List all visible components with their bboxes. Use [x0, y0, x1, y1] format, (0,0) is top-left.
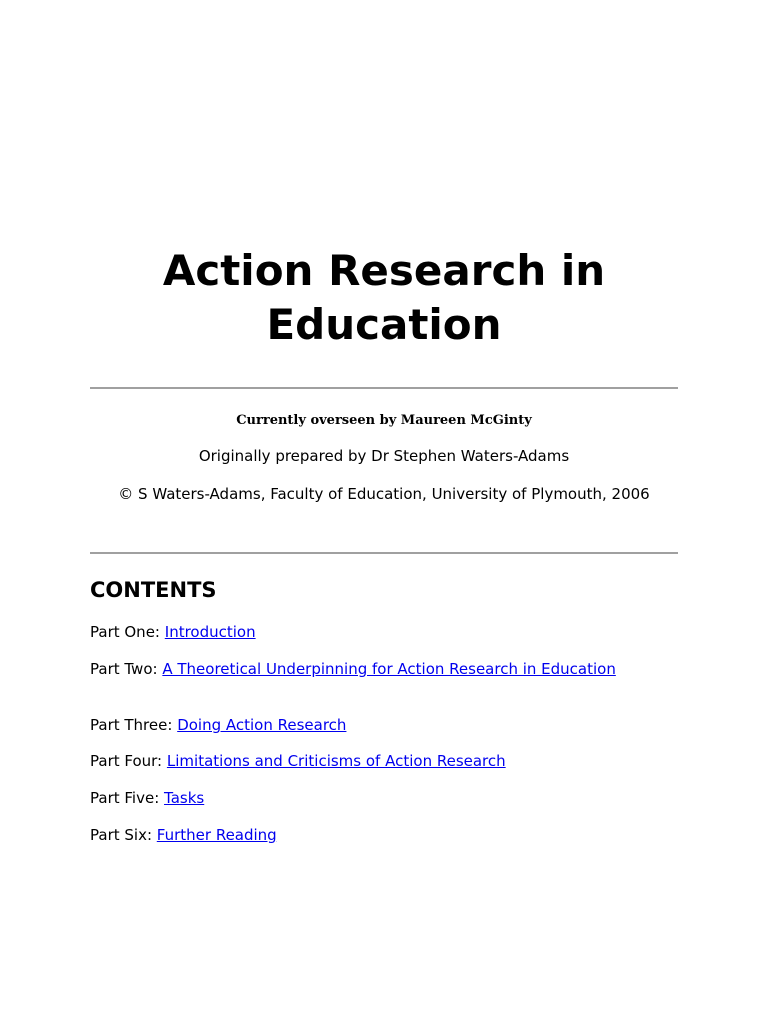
toc-part-label: Part Five:: [90, 789, 160, 807]
toc-item-part-six: [90, 826, 650, 845]
toc-link-limitations-criticisms[interactable]: Limitations and Criticisms of Action Research: [166, 752, 506, 770]
toc-item-part-five: [90, 789, 650, 808]
horizontal-rule-top: [90, 387, 678, 389]
overseen-by-text: Currently overseen by Maureen McGinty: [236, 413, 532, 428]
toc-item-part-four: [90, 752, 650, 771]
toc-part-label: Part One:: [90, 623, 160, 641]
toc-link-doing-action-research[interactable]: Doing Action Research: [177, 716, 347, 734]
toc-item-part-one: [90, 623, 650, 642]
toc-part-label: Part Six:: [90, 826, 152, 844]
toc-part-label: Part Two:: [90, 660, 158, 678]
toc-link-tasks[interactable]: Tasks: [164, 789, 205, 807]
toc-link-introduction[interactable]: Introduction: [164, 623, 256, 641]
copyright-text: © S Waters-Adams, Faculty of Education, University of Plymouth, 2006: [118, 485, 650, 503]
toc-item-part-three: [90, 716, 650, 735]
toc-link-theoretical-underpinning[interactable]: A Theoretical Underpinning for Action Research in Education: [162, 660, 616, 678]
toc-link-further-reading[interactable]: Further Reading: [156, 826, 277, 844]
toc-item-part-two: [90, 660, 650, 679]
page-title: Action Research in Education: [162, 246, 606, 349]
toc-part-label: Part Three:: [90, 716, 173, 734]
horizontal-rule-bottom: [90, 552, 678, 554]
toc-part-label: Part Four:: [90, 752, 163, 770]
contents-heading: CONTENTS: [90, 578, 217, 602]
prepared-by-text: Originally prepared by Dr Stephen Waters-Adams: [198, 447, 570, 465]
